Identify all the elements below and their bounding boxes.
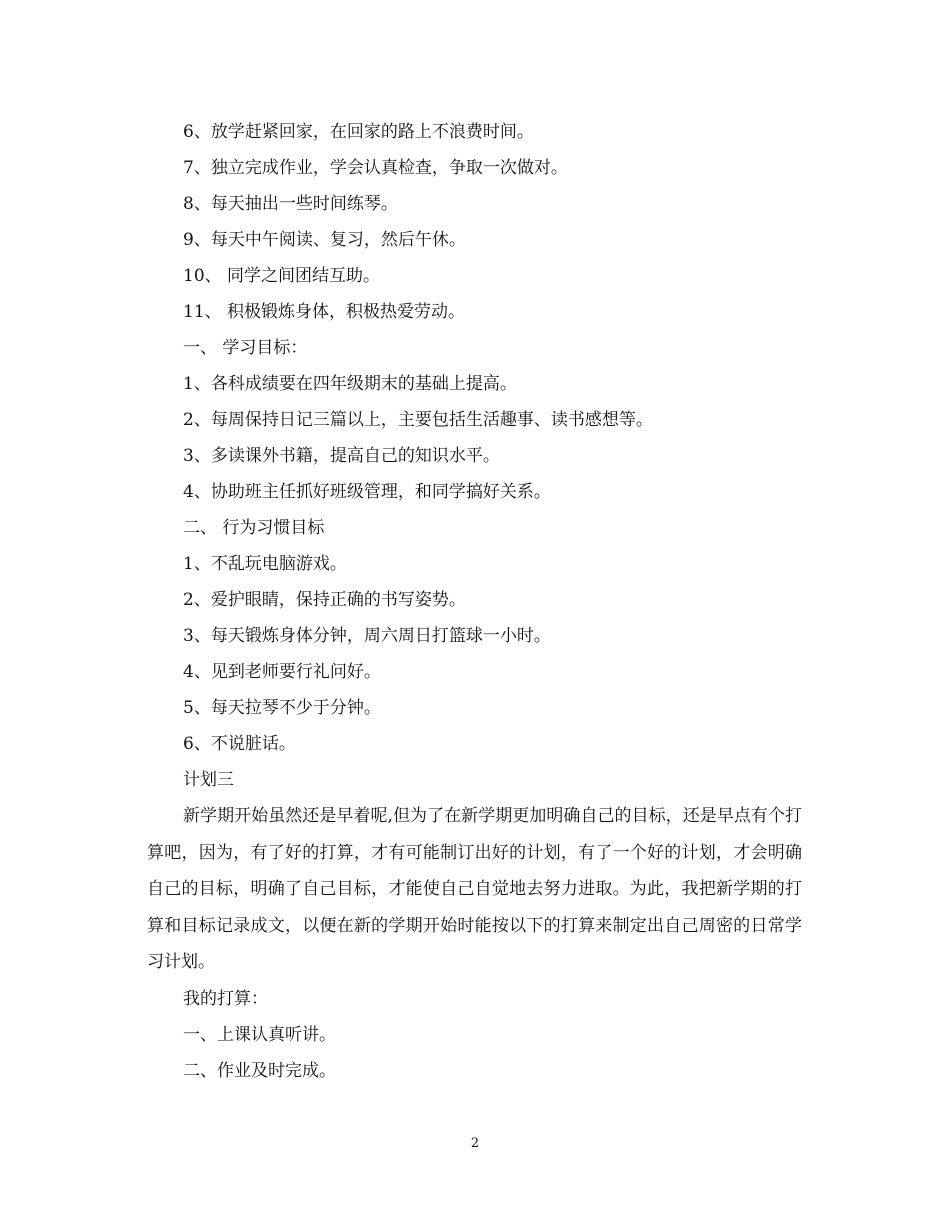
list-item: 11、 积极锻炼身体，积极热爱劳动。	[183, 302, 466, 322]
list-item: 3、多读课外书籍，提高自己的知识水平。	[183, 446, 500, 466]
page-number: 2	[470, 1136, 480, 1151]
section-heading: 一、 学习目标：	[183, 338, 308, 358]
list-item: 8、每天抽出一些时间练琴。	[183, 194, 398, 214]
document-body	[147, 114, 802, 1089]
section-heading: 我的打算：	[183, 988, 268, 1009]
list-item: 1、不乱玩电脑游戏。	[183, 554, 347, 574]
list-item: 3、每天锻炼身体分钟，周六周日打篮球一小时。	[183, 626, 551, 646]
list-item: 9、每天中午阅读、复习，然后午休。	[183, 230, 466, 250]
body-paragraph: 新学期开始虽然还是早着呢,但为了在新学期更加明确自己的目标，还是早点有个打算吧，因为，有了好的打算，才有可能制订出好的计划，有了一个好的计划，才会明确自己的目标，明确了自己目标，才能使自己自觉地去努力进取。为此，我把新学期的打算和目标记录成文，以便在新的学期开始时能按以下的打算来制定出自己周密的日常学习计划。	[147, 806, 802, 972]
list-item: 二、作业及时完成。	[183, 1060, 336, 1081]
list-item: 6、不说脏话。	[183, 734, 296, 754]
list-item: 7、独立完成作业，学会认真检查，争取一次做对。	[183, 158, 568, 178]
list-item: 10、 同学之间团结互助。	[183, 266, 381, 286]
list-item: 5、每天拉琴不少于分钟。	[183, 698, 381, 718]
list-item: 1、各科成绩要在四年级期末的基础上提高。	[183, 374, 517, 394]
section-heading: 二、 行为习惯目标	[183, 518, 325, 538]
list-item: 一、上课认真听讲。	[183, 1024, 336, 1045]
plan-heading: 计划三	[183, 770, 234, 790]
list-item: 4、协助班主任抓好班级管理，和同学搞好关系。	[183, 482, 551, 502]
list-item: 6、放学赶紧回家，在回家的路上不浪费时间。	[183, 122, 534, 142]
list-item: 4、见到老师要行礼问好。	[183, 662, 381, 682]
list-item: 2、每周保持日记三篇以上，主要包括生活趣事、读书感想等。	[183, 410, 653, 430]
list-item: 2、爱护眼睛，保持正确的书写姿势。	[183, 590, 466, 610]
